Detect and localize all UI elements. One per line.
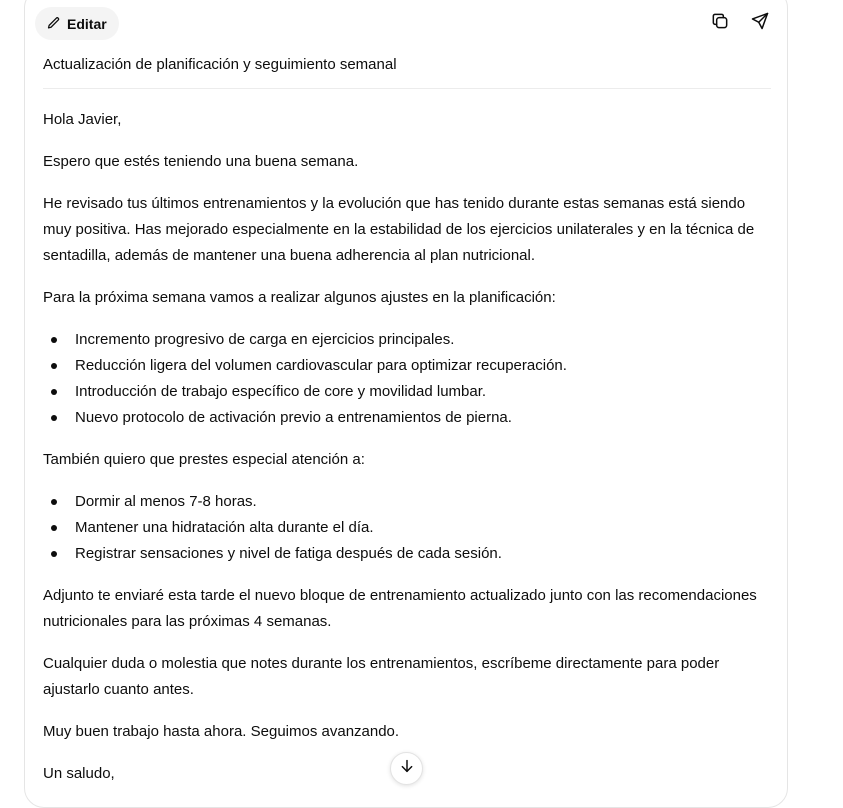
arrow-down-icon	[399, 758, 415, 779]
scroll-down-button[interactable]	[390, 752, 423, 785]
send-button[interactable]	[749, 12, 771, 34]
greeting: Hola Javier,	[43, 111, 122, 128]
list-item: Reducción ligera del volumen cardiovascular para optimizar recuperación.	[75, 353, 763, 379]
paragraph: También quiero que prestes especial atención a:	[43, 451, 365, 468]
list-item: Nuevo protocolo de activación previo a entrenamientos de pierna.	[75, 405, 763, 431]
subject-divider	[43, 88, 771, 89]
paragraph: Espero que estés teniendo una buena semana.	[43, 153, 359, 170]
list-item: Introducción de trabajo específico de core y movilidad lumbar.	[75, 379, 763, 405]
copy-icon	[710, 11, 730, 36]
edit-button-label: Editar	[67, 15, 107, 32]
closing: Un saludo,	[43, 765, 115, 782]
paragraph: Cualquier duda o molestia que notes durante los entrenamientos, escríbeme directamente para poder ajustarlo cuanto antes.	[43, 655, 720, 698]
edit-button[interactable]	[35, 7, 119, 40]
copy-button[interactable]	[709, 12, 731, 34]
list-item: Mantener una hidratación alta durante el día.	[75, 515, 763, 541]
paragraph: Adjunto te enviaré esta tarde el nuevo bloque de entrenamiento actualizado junto con las recomendaciones nutricionales para las próximas 4 semanas.	[43, 587, 757, 630]
list-item: Registrar sensaciones y nivel de fatiga después de cada sesión.	[75, 541, 763, 567]
paragraph: He revisado tus últimos entrenamientos y la evolución que has tenido durante estas semanas está siendo muy positiva. Has mejorado especialmente en la estabilidad de los ejercicios unilaterales y en la técnica de sentadilla, además de mantener una buena adherencia al plan nutricional.	[43, 195, 755, 264]
email-subject: Actualización de planificación y seguimiento semanal	[43, 56, 397, 73]
list-item: Dormir al menos 7-8 horas.	[75, 489, 763, 515]
paragraph: Muy buen trabajo hasta ahora. Seguimos avanzando.	[43, 723, 400, 740]
attention-list	[43, 489, 763, 567]
email-body	[43, 107, 763, 803]
list-item: Incremento progresivo de carga en ejercicios principales.	[75, 327, 763, 353]
send-icon	[750, 11, 770, 36]
adjustments-list	[43, 327, 763, 431]
paragraph: Para la próxima semana vamos a realizar algunos ajustes en la planificación:	[43, 289, 556, 306]
pencil-icon	[46, 16, 61, 31]
